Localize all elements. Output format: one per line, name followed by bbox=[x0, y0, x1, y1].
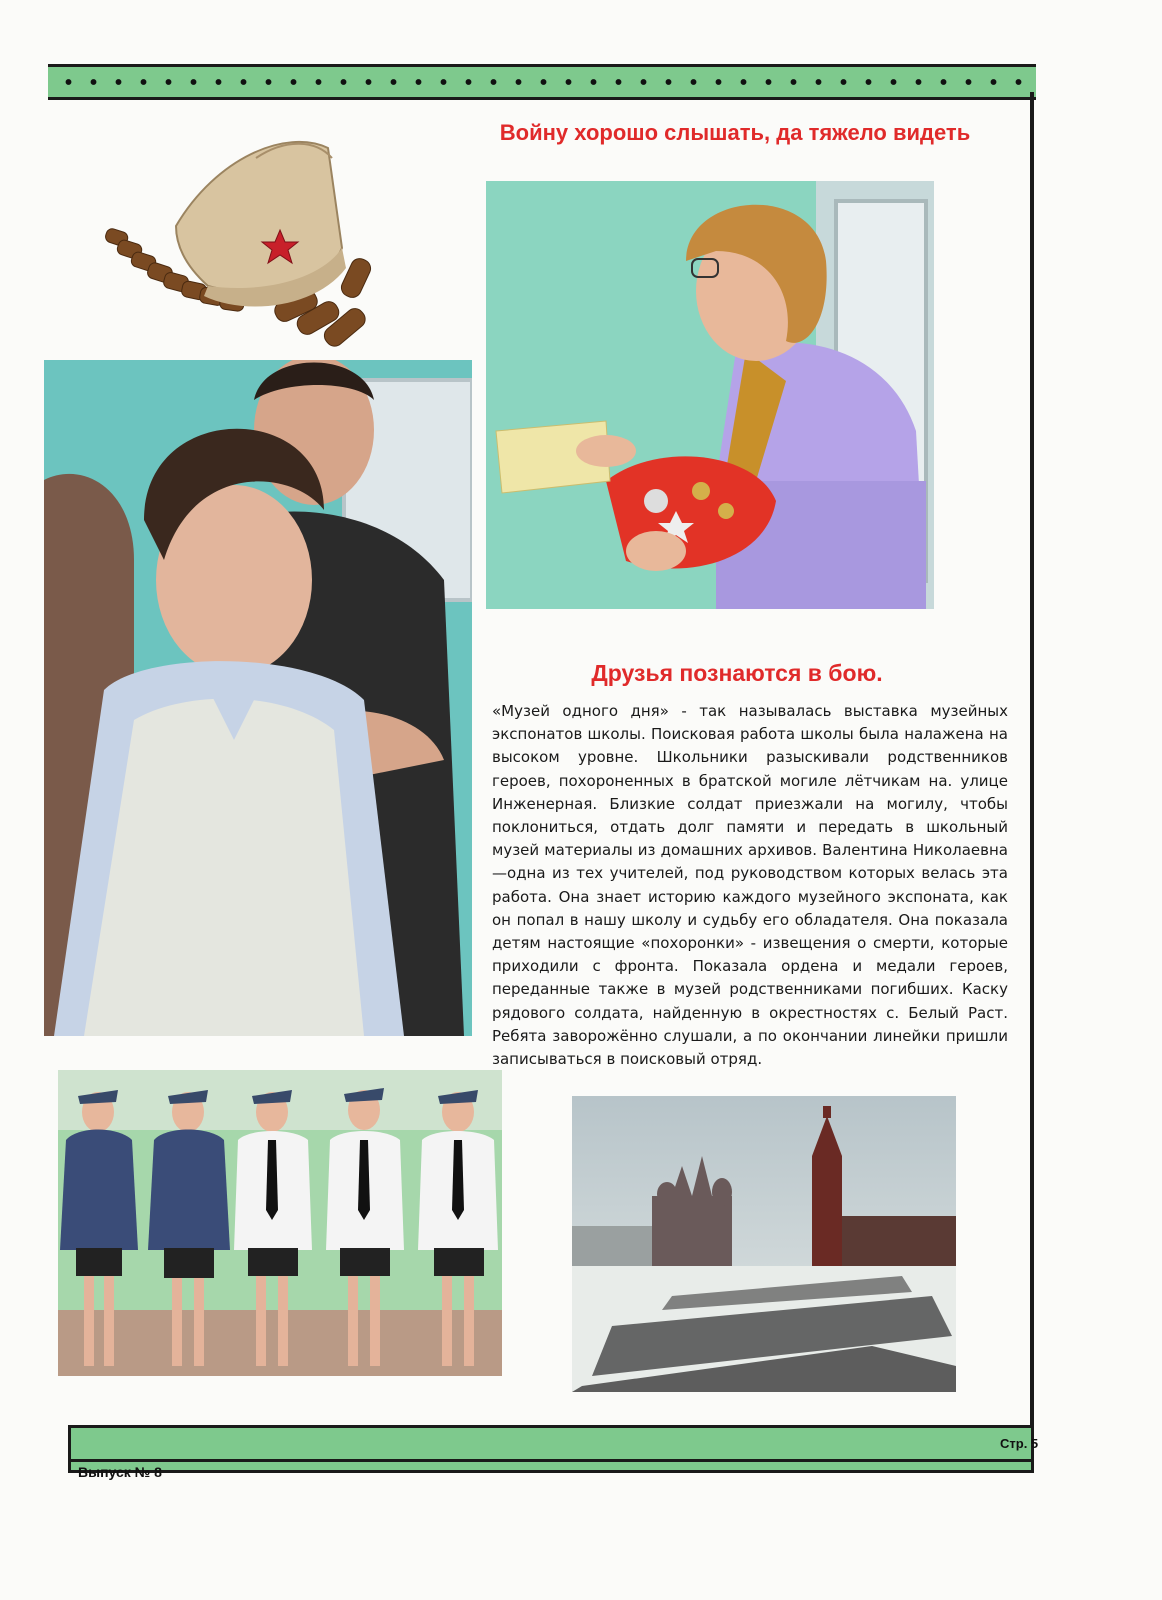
cadets-photo bbox=[58, 1070, 502, 1376]
issue-number: Выпуск № 8 bbox=[78, 1464, 162, 1480]
footer-divider bbox=[68, 1459, 1034, 1462]
students-photo bbox=[44, 360, 472, 1036]
frame-right-border bbox=[1030, 92, 1034, 1432]
page-title: Войну хорошо слышать, да тяжело видеть bbox=[499, 120, 971, 145]
header-band bbox=[48, 64, 1036, 100]
cap-photo bbox=[96, 118, 396, 358]
article-body: «Музей одного дня» - так называлась выставка музейных экспонатов школы. Поисковая работа школы была налажена на высоком уровне. Школьники разыскивали родственников героев, похороненных в братской могиле лётчикам на. улице Инженерная. Близкие солдат приезжали на могилу, чтобы поклониться, отдать долг памяти и передать в школьный музей материалы из домашних архивов. Валентина Николаевна—одна из тех учителей, под руководством которых велась эта работа. Она знает историю каждого музейного экспоната, как он попал в нашу школу и судьбу его обладателя. Она показала детям настоящие «похоронки» - извещения о смерти, которые приходили с фронта. Показала ордена и медали героев, переданные также в музей родственниками погибших. Каску рядового солдата, найденную в окрестностях с. Белый Раст. Ребята заворожённо слушали, а по окончании линейки пришли записываться в поисковый отряд. bbox=[492, 702, 1008, 1069]
red-square-painting bbox=[572, 1096, 956, 1392]
page-number: Стр. 5 bbox=[1000, 1436, 1039, 1451]
teacher-photo bbox=[486, 181, 934, 609]
footer-band bbox=[68, 1425, 1034, 1473]
decorative-dots bbox=[48, 78, 1036, 86]
article-heading: Друзья познаются в бою. bbox=[591, 660, 883, 686]
